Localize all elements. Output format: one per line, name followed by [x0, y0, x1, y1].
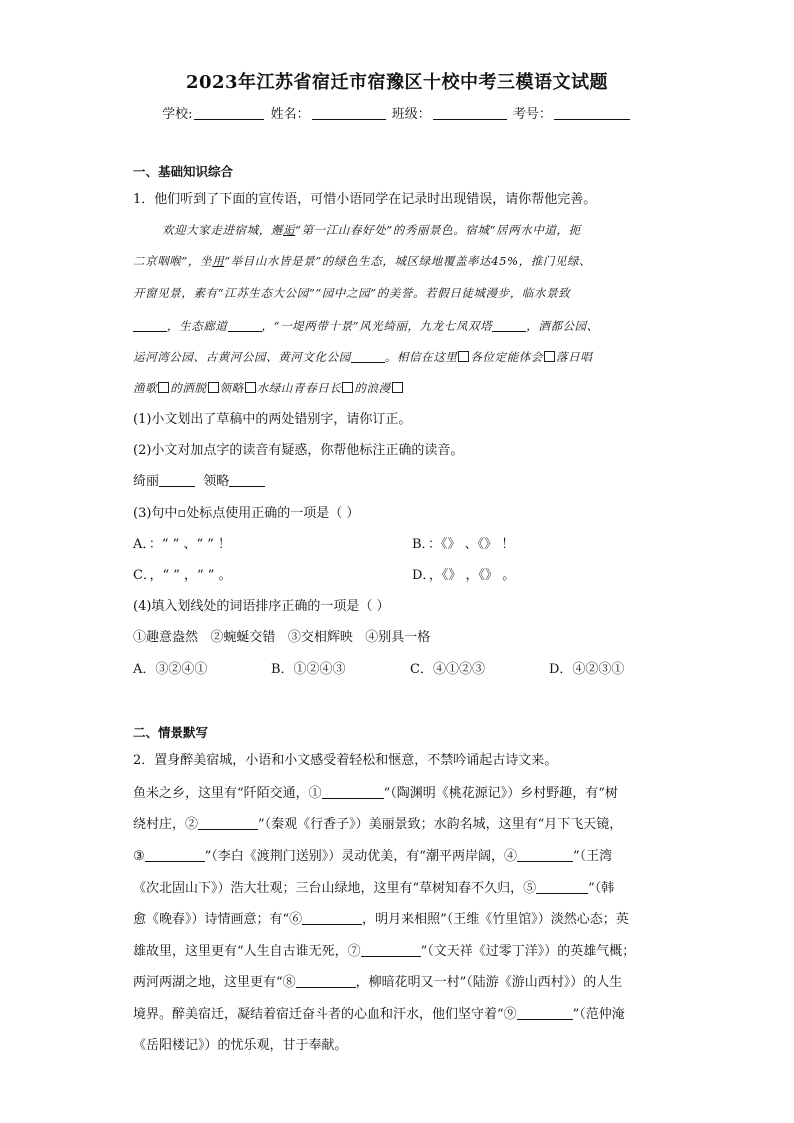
passage-text: 的洒脱	[170, 381, 207, 395]
sub-question-4: (4)填入划线处的词语排序正确的一项是（ ）	[133, 599, 390, 614]
answer-blank-1	[322, 787, 384, 799]
passage-text: “举目山水皆是景”的绿色生态，城区绿地覆盖率达45%，推门见绿、	[224, 254, 592, 268]
q2-text: ”（陶渊明《桃花源记》）乡村野趣，有“树	[383, 786, 618, 801]
q2-text: ”（王湾	[572, 849, 613, 864]
punctuation-box	[342, 382, 353, 393]
answer-blank-8	[296, 976, 356, 988]
q2-text: 鱼米之乡，这里有“阡陌交通，①	[133, 786, 322, 801]
q1-stem: 1．他们听到了下面的宣传语，可惜小语同学在记录时出现错误，请你帮他完善。	[133, 192, 597, 207]
exam-number-label: 考号：	[512, 107, 552, 122]
passage-text: ，“一堤两带十景”风光绮丽，九龙七凤双塔	[261, 319, 493, 333]
q2-text: 绕村庄，②	[133, 817, 199, 832]
passage-line-2	[133, 256, 591, 268]
pinyin-blank	[159, 475, 195, 487]
answer-blank-2	[198, 818, 258, 830]
q2-line-6	[133, 945, 635, 958]
answer-blank-3	[145, 850, 205, 862]
passage-text: 。相信在这里	[384, 350, 458, 364]
pinyin-row	[133, 475, 265, 488]
name-label: 姓名：	[270, 107, 310, 122]
class-blank	[433, 107, 507, 120]
q2-text: ”（秦观《行香子》）美丽景致；水韵名城，这里有“月下飞天镜，	[258, 817, 623, 832]
fill-blank	[133, 320, 167, 332]
passage-text: 落日唱	[556, 350, 593, 364]
school-label: 学校:	[162, 107, 193, 122]
fill-blank	[492, 320, 526, 332]
q2-text: 两河两湖之地，这里更有“⑧	[133, 975, 296, 990]
q2-line-3	[133, 850, 612, 863]
q2-line-7	[133, 976, 622, 989]
answer-blank-7	[361, 945, 421, 957]
passage-line-5	[133, 351, 592, 364]
word-lingluè: 领略	[203, 474, 230, 489]
option-d: D．，《》 ，《》 。	[412, 568, 516, 583]
sub-question-1: (1)小文划出了草稿中的两处错别字，请你订正。	[133, 412, 412, 427]
page-title: 2023年江苏省宿迁市宿豫区十校中考三模语文试题	[185, 72, 609, 93]
answer-blank-6	[302, 913, 362, 925]
answer-blank-4	[517, 850, 573, 862]
q2-text: ，明月来相照”（王维《竹里馆》）淡然心态；英	[362, 912, 629, 927]
q2-text: ”（范仲淹	[572, 1007, 625, 1022]
q2-text: ”（李白《渡荆门送别》）灵动优美，有“潮平两岸阔，④	[204, 849, 517, 864]
q2-stem: 2．置身醉美宿城，小语和小文感受着轻松和惬意，不禁吟诵起古诗文来。	[133, 753, 558, 768]
punctuation-box	[245, 382, 256, 393]
q2-text: 境界。醉美宿迁，凝结着宿迁奋斗者的心血和汗水，他们坚守着“⑨	[133, 1007, 517, 1022]
option-c: C．，“ ” ，“ ” 。	[133, 568, 232, 583]
word-4: ④别具一格	[365, 630, 431, 645]
word-2: ②蜿蜒交错	[210, 630, 276, 645]
punctuation-box	[392, 382, 403, 393]
sub4-option-b: B．①②④③	[271, 662, 346, 677]
passage-text: 各位定能体会	[470, 350, 544, 364]
passage-text: 渔歌	[133, 381, 158, 395]
section1-heading: 一、基础知识综合	[133, 164, 234, 179]
answer-blank-9	[517, 1008, 573, 1020]
passage-text: 欢迎大家走进宿城，邂	[162, 223, 283, 237]
q2-line-1	[133, 787, 618, 800]
school-blank	[194, 107, 264, 120]
passage-text: 运河湾公园、古黄河公园、黄河文化公园	[133, 350, 351, 364]
passage-text: 领略	[219, 381, 244, 395]
punctuation-box	[458, 351, 469, 362]
passage-text: 水绿山青春日长	[256, 381, 342, 395]
punctuation-box	[158, 382, 169, 393]
typo-underlined: 逅	[283, 223, 296, 237]
passage-line-6	[133, 382, 404, 395]
q2-line-8	[133, 1008, 625, 1021]
option-a: A．：“ ” 、“ ” ！	[133, 537, 232, 552]
passage-text: “第一江山春好处”的秀丽景色。宿城“居两水中道，扼	[295, 223, 581, 237]
answer-blank-5	[536, 882, 588, 894]
q2-line-4	[133, 882, 614, 895]
q2-text: ”（韩	[588, 881, 615, 896]
student-info-row	[0, 103, 794, 122]
passage-line-4	[133, 320, 599, 333]
name-blank	[312, 107, 386, 120]
class-label: 班级：	[391, 107, 431, 122]
q2-text: ”（文天祥《过零丁洋》）的英雄气概；	[420, 944, 636, 959]
section2-heading: 二、情景默写	[133, 725, 209, 740]
q2-text: 愈《晚春》）诗情画意；有“⑥	[133, 912, 303, 927]
passage-text: ，生态廊道	[167, 319, 228, 333]
passage-line-1	[162, 225, 581, 237]
passage-text: 的浪漫	[354, 381, 391, 395]
sub4-option-c: C．④①②③	[410, 662, 485, 677]
q2-line-5	[133, 913, 629, 926]
punctuation-box	[208, 382, 219, 393]
pinyin-blank	[229, 475, 265, 487]
q2-text: ③	[133, 849, 145, 864]
sub4-words-row	[133, 631, 430, 644]
fill-blank	[351, 351, 385, 363]
sub3-options-row-1	[133, 538, 231, 551]
passage-line-3: 开窗见景，素有“江苏生态大公园”“园中之园”的美誉。若假日徒城漫步，临水景致	[133, 286, 571, 300]
q2-line-9: 《岳阳楼记》）的忧乐观，甘于奉献。	[133, 1038, 348, 1053]
typo-underlined: 用	[212, 254, 225, 268]
option-b: B．：《》 、《》 ！	[412, 537, 515, 552]
word-3: ③交相辉映	[287, 630, 353, 645]
sub-question-2: (2)小文对加点字的读音有疑惑，你帮他标注正确的读音。	[133, 443, 464, 458]
q2-text: 《次北固山下》）浩大壮观；三台山绿地，这里有“草树知春不久归，⑤	[133, 881, 537, 896]
sub4-option-a: A．③②④①	[133, 662, 208, 677]
sub4-option-d: D．④②③①	[549, 662, 625, 677]
passage-text: 二京咽喉”，坐	[133, 254, 213, 268]
punctuation-box	[544, 351, 555, 362]
fill-blank	[228, 320, 262, 332]
word-1: ①趣意盎然	[133, 630, 199, 645]
passage-text: ，酒都公园、	[526, 319, 599, 333]
exam-number-blank	[554, 107, 630, 120]
word-qili: 绮丽	[133, 474, 160, 489]
q2-text: 雄故里，这里更有“人生自古谁无死，⑦	[133, 944, 361, 959]
sub-question-3: (3)句中▫处标点使用正确的一项是（ ）	[133, 506, 360, 521]
q2-line-2	[133, 818, 622, 831]
q2-text: ，柳暗花明又一村”（陆游《游山西村》）的人生	[355, 975, 623, 990]
